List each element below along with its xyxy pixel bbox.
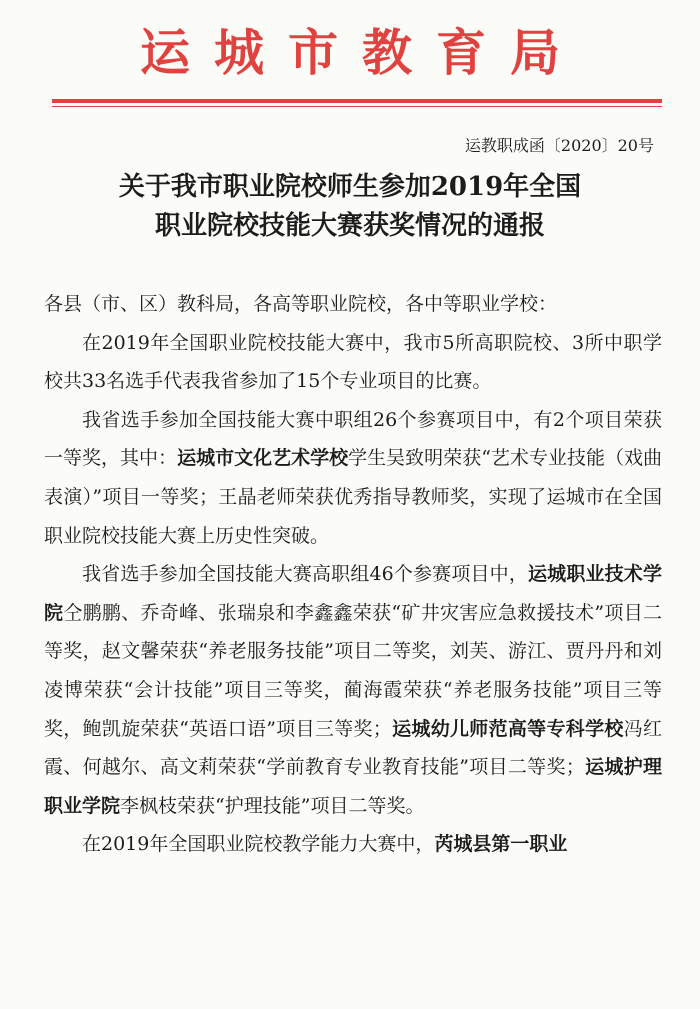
letterhead-red-rule xyxy=(52,99,662,103)
paragraph-3 xyxy=(44,555,662,825)
school-name: 运城幼儿师范高等专科学校 xyxy=(391,717,624,740)
school-name: 运城市文化艺术学校 xyxy=(177,447,349,470)
school-name: 运城护理职业学院 xyxy=(44,756,662,817)
paragraph-3-text: 李枫枝荣获“护理技能”项目二等奖。 xyxy=(120,794,425,817)
letterhead-red-rule-thin xyxy=(52,106,662,107)
salutation: 各县（市、区）教科局，各高等职业院校，各中等职业学校： xyxy=(44,293,558,315)
paragraph-3-text: 仝鹏鹏、乔奇峰、张瑞泉和李鑫鑫荣获“矿井灾害应急救援技术”项目二等奖，赵文馨荣获“养老服务技能”项目二等奖，刘芙、游江、贾丹丹和刘凌博荣获“会计技能”项目三等奖，蔺海霞荣获“养老服务技能”项目三等奖，鲍凯旋荣获“英语口语”项目三等奖； xyxy=(44,601,662,740)
document-title-line-1: 关于我市职业院校师生参加2019年全国 xyxy=(118,172,582,202)
paragraph-3-text: 冯红霞、何越尔、高文莉荣获“学前教育专业教育技能”项目二等奖； xyxy=(44,717,662,779)
document-number: 运教职成函〔2020〕20号 xyxy=(464,136,654,155)
paragraph-4 xyxy=(44,825,662,864)
school-name: 运城职业技术学院 xyxy=(44,563,662,624)
paragraph-1: 在2019年全国职业院校技能大赛中，我市5所高职院校、3所中职学校共33名选手代表我省参加了15个专业项目的比赛。 xyxy=(44,331,662,393)
paragraph-3-text: 我省选手参加全国技能大赛高职组46个参赛项目中， xyxy=(82,563,528,586)
document-body xyxy=(44,285,662,864)
paragraph-2-text: 学生吴致明荣获“艺术专业技能（戏曲表演）”项目一等奖；王晶老师荣获优秀指导教师奖，实现了运城市在全国职业院校技能大赛上历史性突破。 xyxy=(44,447,662,547)
letterhead-org-name: 运城市教育局 xyxy=(140,24,584,82)
paragraph-2-text: 我省选手参加全国技能大赛中职组26个参赛项目中，有2个项目荣获一等奖，其中： xyxy=(44,408,662,470)
school-name: 芮城县第一职业 xyxy=(434,833,568,856)
paragraph-4-text: 在2019年全国职业院校教学能力大赛中， xyxy=(82,833,435,856)
paragraph-2 xyxy=(44,401,662,555)
document-title-line-2: 职业院校技能大赛获奖情况的通报 xyxy=(154,211,545,241)
